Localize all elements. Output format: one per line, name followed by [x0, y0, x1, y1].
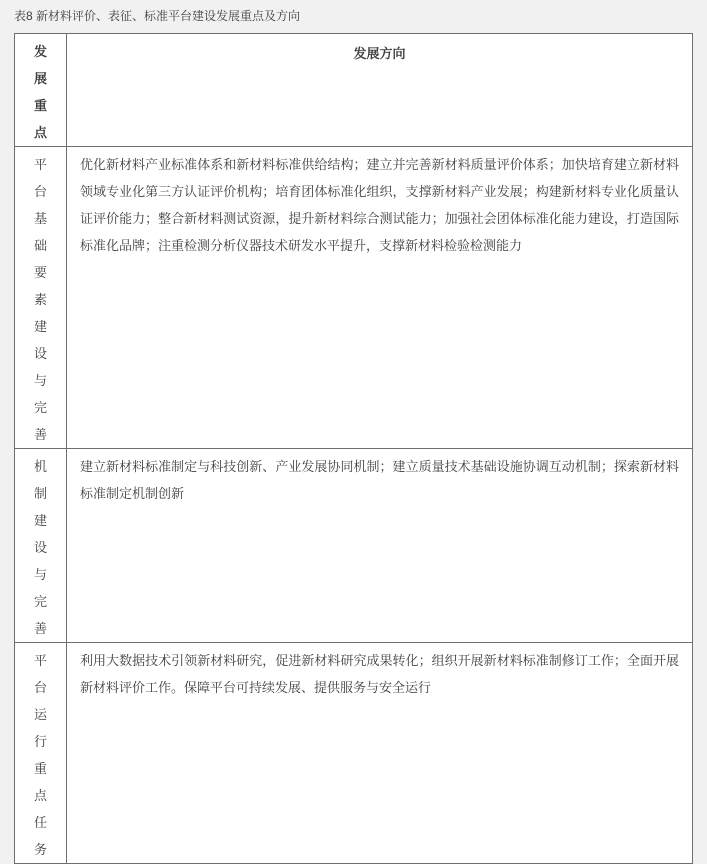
direction-cell: [67, 147, 693, 449]
direction-text: 建立新材料标准制定与科技创新、产业发展协同机制；建立质量技术基础设施协调互动机制；探索新材料标准制定机制创新: [80, 459, 679, 501]
focus-label: 平台运行重点任务: [34, 653, 48, 857]
focus-cell: [15, 449, 67, 643]
focus-header-label: 发展重点: [34, 44, 48, 140]
focus-label: 机制建设与完善: [34, 459, 48, 636]
table-row: [15, 147, 693, 449]
table-row: [15, 643, 693, 864]
development-table: [14, 33, 693, 864]
direction-cell: [67, 643, 693, 864]
header-cell-focus: [15, 34, 67, 147]
table-caption: 表8 新材料评价、表征、标准平台建设发展重点及方向: [14, 9, 301, 23]
focus-label: 平台基础要素建设与完善: [34, 157, 48, 442]
header-cell-direction: [67, 34, 693, 147]
direction-text: 利用大数据技术引领新材料研究，促进新材料研究成果转化；组织开展新材料标准制修订工作；全面开展新材料评价工作。保障平台可持续发展、提供服务与安全运行: [80, 653, 679, 695]
direction-header-label: 发展方向: [353, 46, 406, 61]
focus-cell: [15, 147, 67, 449]
direction-cell: [67, 449, 693, 643]
direction-text: 优化新材料产业标准体系和新材料标准供给结构；建立并完善新材料质量评价体系；加快培育建立新材料领域专业化第三方认证评价机构；培育团体标准化组织，支撑新材料产业发展；构建新材料专业化质量认证评价能力；整合新材料测试资源，提升新材料综合测试能力；加强社会团体标准化能力建设，打造国际标准化品牌；注重检测分析仪器技术研发水平提升，支撑新材料检验检测能力: [80, 157, 679, 253]
table-row: [15, 449, 693, 643]
focus-cell: [15, 643, 67, 864]
table-header-row: [15, 34, 693, 147]
